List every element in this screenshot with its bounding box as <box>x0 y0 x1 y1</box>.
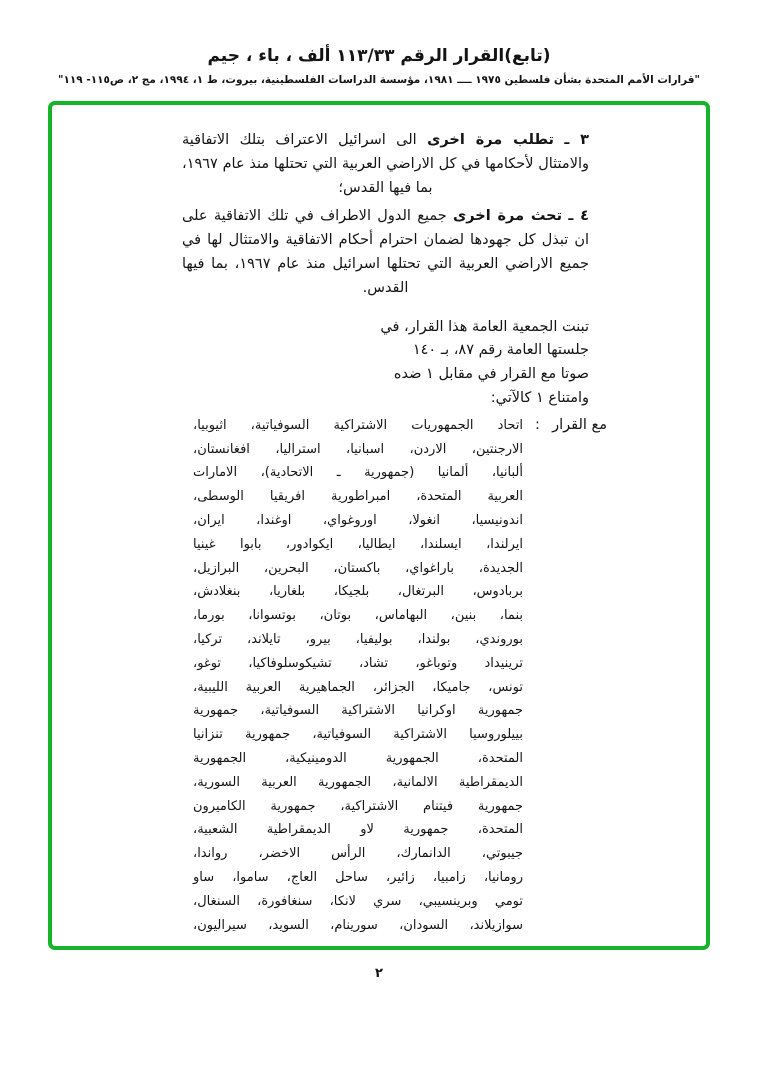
country-line: ألبانيا، ألمانيا (جمهورية ـ الاتحادية)، الامارات <box>193 465 523 481</box>
paragraph-3-body: الى اسرائيل الاعتراف بتلك الاتفاقية والامتثال لأحكامها في كل الاراضي العربية التي تحتلها منذ عام ١٩٦٧، بما فيها القدس؛ <box>182 132 589 196</box>
vote-country-list <box>193 414 523 938</box>
country-line: تونس، جاميكا، الجزائر، الجماهيرية العربية الليبية، <box>193 679 523 695</box>
paragraph-4-lead: تحث مرة اخرى <box>453 208 563 225</box>
country-line: بربادوس، البرتغال، بلجيكا، بلغاريا، بنغلادش، <box>193 584 523 600</box>
paragraph-3 <box>182 129 589 200</box>
country-line: ترينيداد وتوباغو، تشاد، تشيكوسلوفاكيا، توغو، <box>193 655 523 671</box>
source-citation: "قرارات الأمم المتحدة بشأن فلسطين ١٩٧٥ ــــ ١٩٨١، مؤسسة الدراسات الفلسطينية، بيروت، ط ١، ١٩٩٤، مج ٢، ص١١٥- ١١٩" <box>57 74 701 86</box>
country-line: جمهورية اوكرانيا الاشتراكية السوفياتية، جمهورية <box>193 703 523 719</box>
adoption-line: صوتا مع القرار في مقابل ١ ضده <box>393 366 589 383</box>
country-line: العربية المتحدة، امبراطورية افريقيا الوسطى، <box>193 489 523 505</box>
country-line: بنما، بنين، البهاماس، بوتان، بوتسوانا، بورما، <box>193 608 523 624</box>
paragraph-4-body: جميع الدول الاطراف في تلك الاتفاقية على ان تبذل كل جهودها لضمان احترام أحكام الاتفاقية والامتثال لها في جميع الاراضي العربية التي تحتلها اسرائيل منذ عام ١٩٦٧، بما فيها القدس. <box>182 208 589 296</box>
adoption-line: وامتناع ١ كالآتي: <box>490 389 589 406</box>
country-line: الجديدة، باراغواي، باكستان، البحرين، البرازيل، <box>193 560 523 576</box>
vote-label-text: مع القرار <box>552 416 607 433</box>
vote-colon: : <box>535 416 540 433</box>
paragraph-4 <box>182 205 589 300</box>
country-line: سوازيلاند، السودان، سورينام، السويد، سيراليون، <box>193 917 523 933</box>
country-line: بوروندي، بولندا، بوليفيا، بيرو، تايلاند، تركيا، <box>193 631 523 647</box>
paragraph-3-lead: تطلب مرة اخرى <box>427 132 554 148</box>
country-line: الارجنتين، الاردن، اسبانيا، استراليا، افغانستان، <box>193 441 523 457</box>
document-frame <box>48 101 710 950</box>
country-line: المتحدة، الجمهورية الدومينيكية، الجمهورية <box>193 750 523 766</box>
paragraph-3-number: ٣ ـ <box>564 132 589 148</box>
country-line: المتحدة، جمهورية لاو الديمقراطية الشعبية، <box>193 822 523 838</box>
page-number: ٢ <box>375 966 383 981</box>
country-line: تومي وبرينسيبي، سري لانكا، سنغافورة، السنغال، <box>193 893 523 909</box>
country-line: جمهورية فيتنام الاشتراكية، جمهورية الكاميرون <box>193 798 523 814</box>
page-title: (تابع)القرار الرقم ١١٣/٣٣ ألف ، باء ، جيم <box>207 46 551 66</box>
country-line: اتحاد الجمهوريات الاشتراكية السوفياتية، اثيوبيا، <box>193 417 523 433</box>
adoption-line: جلستها العامة رقم ٨٧، بـ ١٤٠ <box>412 342 589 359</box>
country-line: بييلوروسيا الاشتراكية السوفياتية، جمهورية تنزانيا <box>193 727 523 743</box>
country-line: الديمقراطية الالمانية، الجمهورية العربية السورية، <box>193 774 523 790</box>
vote-record <box>52 414 607 938</box>
adoption-line: تبنت الجمعية العامة هذا القرار، في <box>380 318 589 335</box>
vote-label-cell <box>523 414 607 438</box>
adoption-note <box>182 316 589 411</box>
country-line: ايرلندا، ايسلندا، ايطاليا، ايكوادور، بابوا غينيا <box>193 536 523 552</box>
country-line: جيبوتي، الدانمارك، الرأس الاخضر، رواندا، <box>193 846 523 862</box>
country-line: اندونيسيا، انغولا، اوروغواي، اوغندا، ايران، <box>193 512 523 528</box>
country-line: رومانيا، زامبيا، زائير، ساحل العاج، ساموا، ساو <box>193 869 523 885</box>
paragraph-4-number: ٤ ـ <box>568 208 589 225</box>
